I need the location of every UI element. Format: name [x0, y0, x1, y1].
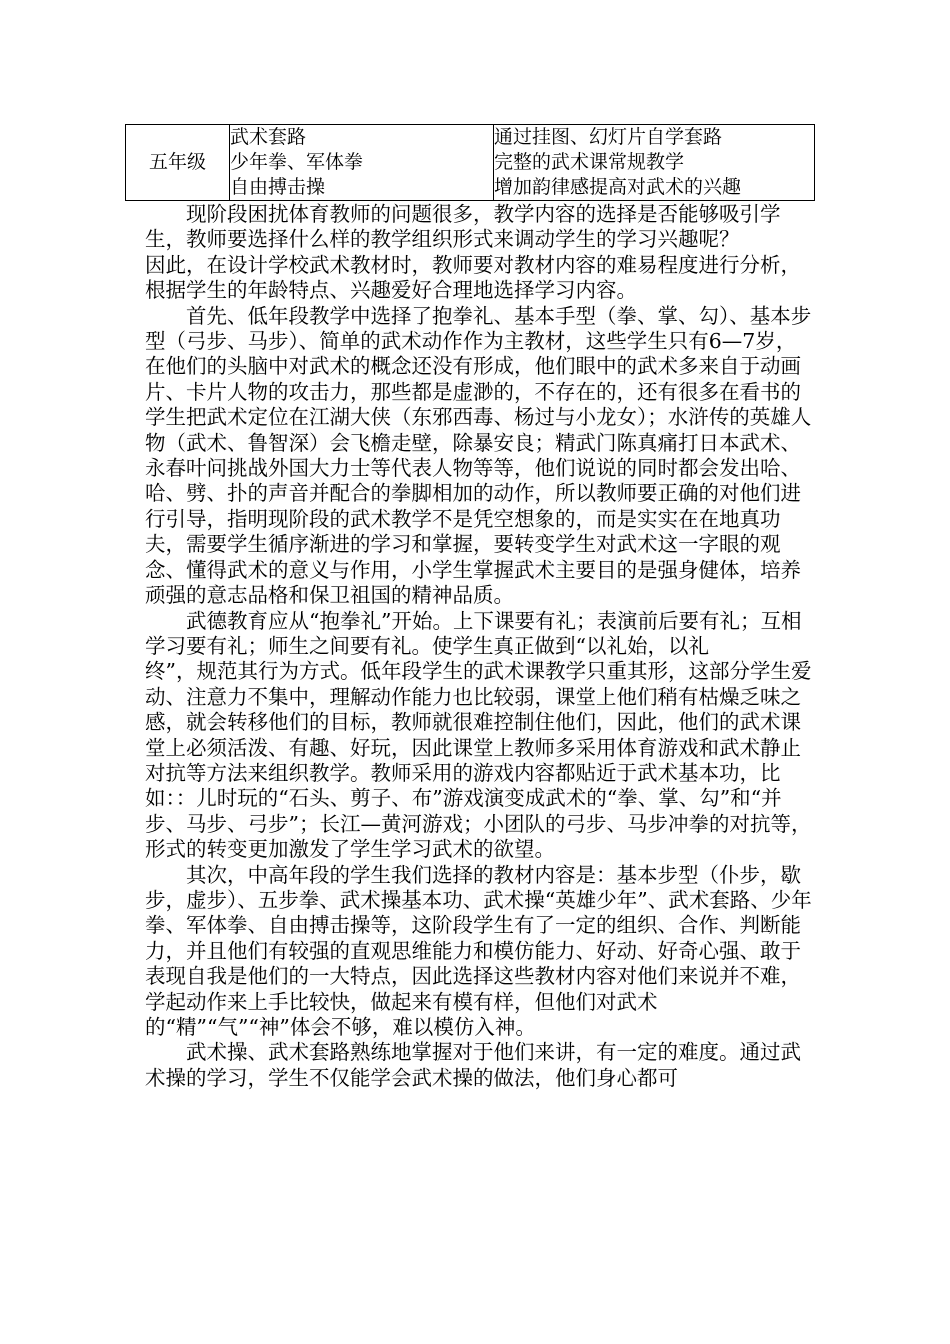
content-cell [230, 125, 494, 201]
document-body [145, 202, 815, 1091]
paragraph: 首先、低年段教学中选择了抱拳礼、基本手型（拳、掌、勾）、基本步型（弓步、马步）、简单的武术动作作为主教材，这些学生只有6—7岁，在他们的头脑中对武术的概念还没有形成，他们眼中的武术多来自于动画片、卡片人物的攻击力，那些都是虚渺的，不存在的，还有很多在看书的学生把武术定位在江湖大侠（东邪西毒、杨过与小龙女）；水浒传的英雄人物（武术、鲁智深）会飞檐走壁，除暴安良；精武门陈真痛打日本武术、永春叶问挑战外国大力士等代表人物等等，他们说说的同时都会发出哈、哈、劈、扑的声音并配合的拳脚相加的动作，所以教师要正确的对他们进行引导，指明现阶段的武术教学不是凭空想象的，而是实实在在地真功夫，需要学生循序渐进的学习和掌握，要转变学生对武术这一字眼的观念、懂得武术的意义与作用，小学生掌握武术主要目的是强身健体，培养顽强的意志品格和保卫祖国的精神品质。 [145, 303, 812, 608]
grade-cell: 五年级 [126, 125, 230, 201]
method-line: 通过挂图、幻灯片自学套路 [494, 126, 723, 148]
method-line: 完整的武术课常规教学 [494, 151, 685, 173]
content-line: 自由搏击操 [230, 176, 326, 198]
content-line: 武术套路 [230, 126, 307, 148]
method-line: 增加韵律感提高对武术的兴趣 [494, 176, 742, 198]
paragraph: 因此，在设计学校武术教材时，教师要对教材内容的难易程度进行分析，根据学生的年龄特点、兴趣爱好合理地选择学习内容。 [145, 252, 801, 303]
content-line: 少年拳、军体拳 [230, 151, 364, 173]
table-row [126, 125, 815, 201]
paragraph: 终”，规范其行为方式。低年段学生的武术课教学只重其形，这部分学生爱动、注意力不集中，理解动作能力也比较弱，课堂上他们稍有枯燥乏味之感，就会转移他们的目标，教师就很难控制住他们，因此，他们的武术课堂上必须活泼、有趣、好玩，因此课堂上教师多采用体育游戏和武术静止对抗等方法来组织教学。教师采用的游戏内容都贴近于武术基本功，比如：：儿时玩的“石头、剪子、布”游戏演变成武术的“拳、掌、勾”和“并步、马步、弓步”；长江—黄河游戏；小团队的弓步、马步冲拳的对抗等，形式的转变更加激发了学生学习武术的欲望。 [145, 659, 812, 862]
paragraph: 其次，中高年段的学生我们选择的教材内容是：基本步型（仆步，歇步，虚步）、五步拳、武术操基本功、武术操“英雄少年”、武术套路、少年拳、军体拳、自由搏击操等，这阶段学生有了一定的组织、合作、判断能力，并且他们有较强的直观思维能力和模仿能力、好动、好奇心强、敢于表现自我是他们的一大特点，因此选择这些教材内容对他们来说并不难，学起动作来上手比较快，做起来有模有样，但他们对武术的“精”“气”“神”体会不够，难以模仿入神。 [145, 862, 812, 1039]
curriculum-table-wrapper [125, 124, 815, 201]
paragraph: 现阶段困扰体育教师的问题很多，教学内容的选择是否能够吸引学生，教师要选择什么样的教学组织形式来调动学生的学习兴趣呢？ [145, 202, 781, 252]
curriculum-table [125, 124, 815, 201]
paragraph: 武术操、武术套路熟练地掌握对于他们来讲，有一定的难度。通过武术操的学习，学生不仅能学会武术操的做法，他们身心都可 [145, 1040, 801, 1090]
paragraph: 武德教育应从“抱拳礼”开始。上下课要有礼；表演前后要有礼；互相学习要有礼；师生之间要有礼。使学生真正做到“以礼始，以礼 [145, 608, 802, 658]
method-cell [494, 125, 815, 201]
